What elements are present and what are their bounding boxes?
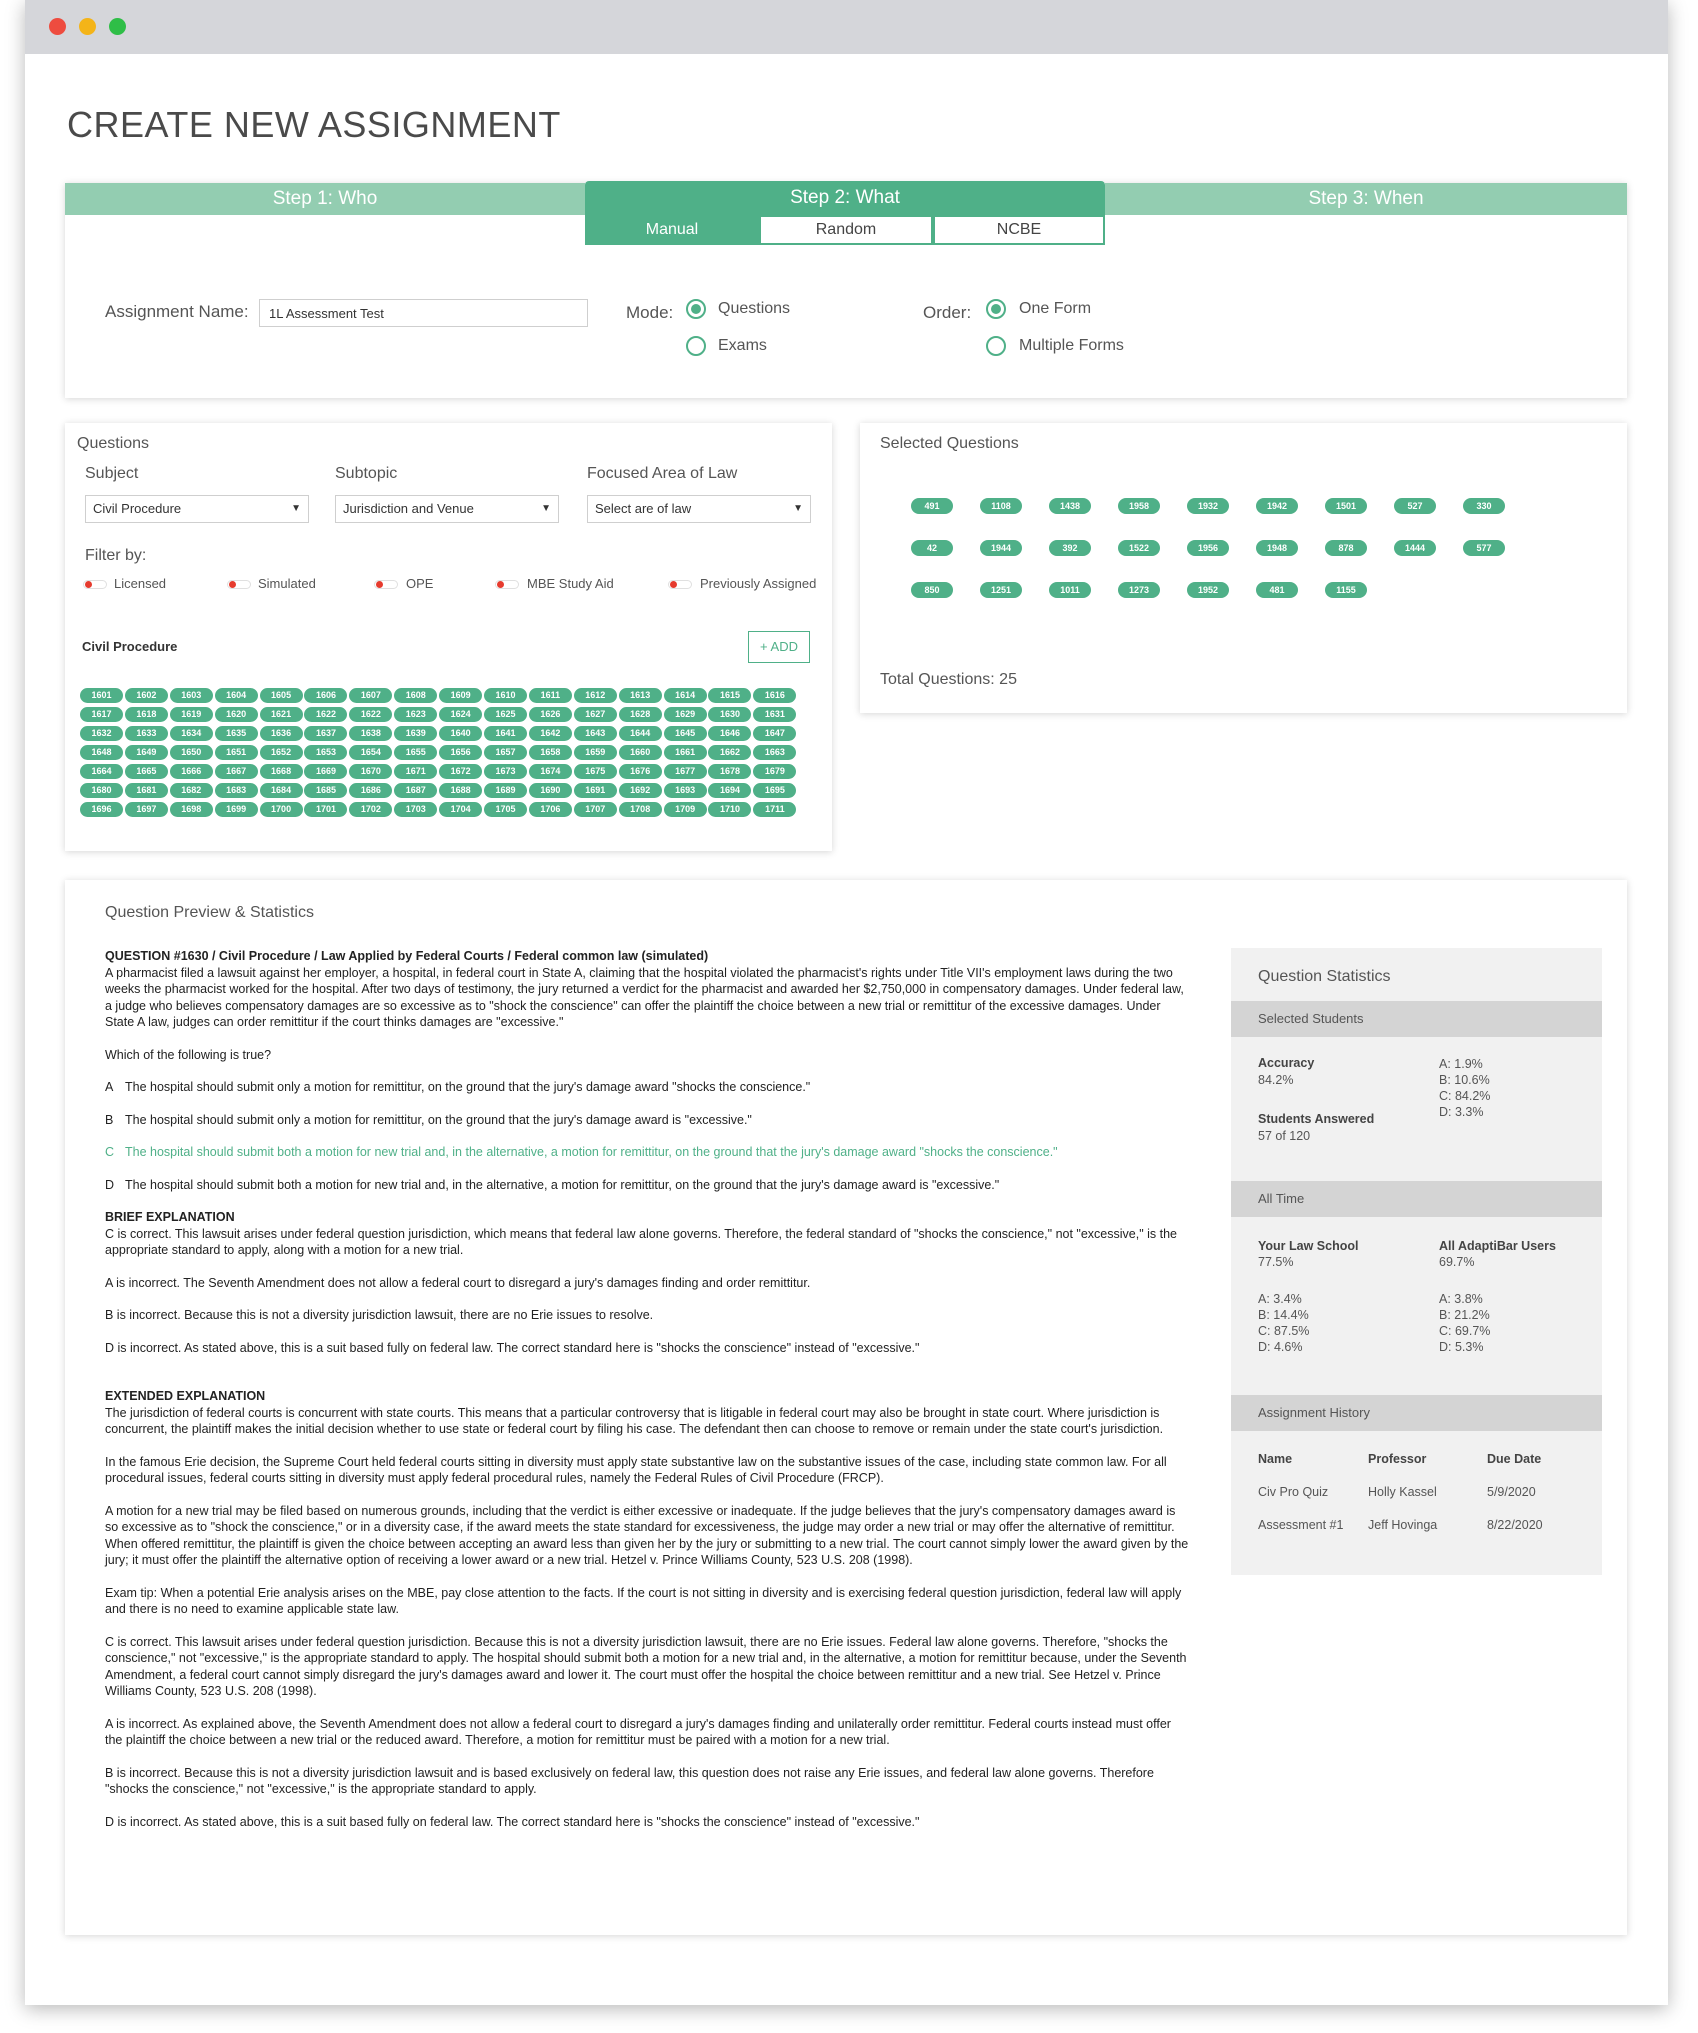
question-id-pill[interactable]: 1627 <box>574 707 617 722</box>
subject-select[interactable] <box>85 495 309 523</box>
extended-paragraph: D is incorrect. As stated above, this is a suit based fully on federal law. The correct standard here is "shocks the conscience" instead of "excessive." <box>105 1814 920 1829</box>
question-text: A pharmacist filed a lawsuit against her employer, a hospital, in federal court in State A, claiming that the hospital violated the pharmacist's rights under Title VII's employment laws during the two weeks the pharmacist worked for the hospital. After two days of testimony, the jury returned a verdict for the pharmacist and awarded her $2,750,000 in compensatory damages. Under federal law, a judge who believes compensatory damages are so excessive as to "shock the conscience" can offer the plaintiff the choice between a new trial or remittitur of the excessive damages. Under State A law, judges can order remittitur if the court thinks damages are "excessive." <box>105 965 1184 1029</box>
all-users-label: All AdaptiBar Users <box>1439 1239 1556 1253</box>
question-id-pill[interactable]: 1687 <box>394 783 437 798</box>
question-id-pill[interactable]: 1659 <box>574 745 617 760</box>
selected-question-pill[interactable]: 491 <box>911 498 953 514</box>
question-id-pill[interactable]: 1601 <box>80 688 123 703</box>
question-id-pill[interactable]: 1709 <box>664 802 707 817</box>
question-id-pill[interactable]: 1665 <box>125 764 168 779</box>
selected-question-pill[interactable]: 1948 <box>1256 540 1298 556</box>
question-id-pill[interactable]: 1662 <box>708 745 751 760</box>
law-school-label: Your Law School <box>1258 1239 1359 1253</box>
question-id-pill[interactable]: 1693 <box>664 783 707 798</box>
questions-heading: Questions <box>77 435 150 452</box>
question-id-pill[interactable]: 1653 <box>304 745 347 760</box>
selected-dist-d: D: 3.3% <box>1439 1105 1484 1119</box>
question-id-pill[interactable]: 1638 <box>349 726 392 741</box>
selected-question-pill[interactable]: 850 <box>911 582 953 598</box>
question-id-pill[interactable]: 1661 <box>664 745 707 760</box>
question-id-pill[interactable]: 1658 <box>529 745 572 760</box>
brief-paragraph: B is incorrect. Because this is not a diversity jurisdiction lawsuit, there are no Erie issues to resolve. <box>105 1308 654 1322</box>
selected-questions-panel <box>860 423 1627 713</box>
filter-by-label: Filter by: <box>85 547 147 564</box>
selected-question-pill[interactable]: 1944 <box>980 540 1022 556</box>
assignment-history-band: Assignment History <box>1231 1395 1602 1431</box>
question-id-pill[interactable]: 1680 <box>80 783 123 798</box>
mode-label: Mode: <box>626 303 674 322</box>
chevron-down-icon: ▼ <box>291 503 301 514</box>
selected-question-pill[interactable]: 1958 <box>1118 498 1160 514</box>
mode-questions-label: Questions <box>718 300 791 317</box>
question-id-pill[interactable]: 1702 <box>349 802 392 817</box>
history-professor: Jeff Hovinga <box>1368 1518 1438 1532</box>
question-id-pill[interactable]: 1700 <box>260 802 303 817</box>
users-dist-c: C: 69.7% <box>1439 1324 1491 1338</box>
question-prompt: Which of the following is true? <box>105 1047 272 1062</box>
question-id-pill[interactable]: 1668 <box>260 764 303 779</box>
question-id-pill[interactable]: 1679 <box>753 764 796 779</box>
question-id-pill[interactable]: 1695 <box>753 783 796 798</box>
filter-simulated-toggle[interactable] <box>227 580 251 589</box>
order-label: Order: <box>923 303 972 322</box>
question-id-pill[interactable]: 1608 <box>394 688 437 703</box>
filter-previously-assigned-toggle[interactable] <box>668 580 692 589</box>
add-button[interactable]: + ADD <box>748 631 810 663</box>
subtab-ncbe[interactable]: NCBE <box>933 215 1105 245</box>
selected-question-pill[interactable]: 330 <box>1463 498 1505 514</box>
question-id-pill[interactable]: 1710 <box>708 802 751 817</box>
question-id-pill[interactable]: 1697 <box>125 802 168 817</box>
filter-licensed-toggle[interactable] <box>83 580 107 589</box>
selected-students-band: Selected Students <box>1231 1001 1602 1037</box>
question-title: QUESTION #1630 / Civil Procedure / Law Applied by Federal Courts / Federal common law (simulated) <box>105 949 709 963</box>
assignment-steps-panel <box>65 183 1627 398</box>
brief-paragraph: D is incorrect. As stated above, this is a suit based fully on federal law. The correct standard here is "shocks the conscience" instead of "excessive." <box>105 1340 920 1355</box>
filter-ope-label: OPE <box>406 576 434 591</box>
accuracy-label: Accuracy <box>1258 1056 1315 1070</box>
question-id-pill[interactable]: 1673 <box>484 764 527 779</box>
selected-question-pill[interactable]: 1011 <box>1049 582 1091 598</box>
total-questions: Total Questions: 25 <box>880 671 1017 688</box>
brief-paragraph: C is correct. This lawsuit arises under federal question jurisdiction, which means that federal law alone governs. Therefore, the federal standard of "shocks the conscience," not "excessive," is the appropriate standard to apply, along with a motion for a new trial. <box>105 1226 1177 1257</box>
question-id-pill[interactable]: 1605 <box>260 688 303 703</box>
extended-paragraph: Exam tip: When a potential Erie analysis arises on the MBE, pay close attention to the facts. If the court is not sitting in diversity and is exercising federal question jurisdiction, federal law will apply and there is no need to examine applicable state law. <box>105 1585 1182 1616</box>
users-dist-d: D: 5.3% <box>1439 1340 1484 1354</box>
question-id-pill[interactable]: 1652 <box>260 745 303 760</box>
question-id-pill[interactable]: 1706 <box>529 802 572 817</box>
filter-previously-assigned-label: Previously Assigned <box>700 576 817 591</box>
question-id-pill[interactable]: 1636 <box>260 726 303 741</box>
selected-question-pill[interactable]: 1956 <box>1187 540 1229 556</box>
extended-paragraph: In the famous Erie decision, the Supreme Court held federal courts sitting in diversity must apply state substantive law on the substantive issues of the case, including state common law. For all procedural issues, federal courts sitting in diversity must apply federal procedural rules, namely the Federal Rules of Civil Procedure (FRCP). <box>105 1454 1167 1485</box>
order-one-form-radio[interactable] <box>986 299 1006 319</box>
statistics-title: Question Statistics <box>1258 968 1391 985</box>
question-id-pill[interactable]: 1632 <box>80 726 123 741</box>
question-preview-body <box>105 948 1190 1846</box>
question-id-pill[interactable]: 1631 <box>753 707 796 722</box>
question-id-pill[interactable]: 1675 <box>574 764 617 779</box>
question-id-pill[interactable]: 1692 <box>619 783 662 798</box>
answer-option-a[interactable]: A The hospital should submit only a motion for remittitur, on the ground that the jury's damage award "shocks the conscience." <box>105 1080 811 1094</box>
selected-question-pill[interactable]: 1952 <box>1187 582 1229 598</box>
question-id-pill[interactable]: 1682 <box>170 783 213 798</box>
question-id-pill[interactable]: 1651 <box>215 745 258 760</box>
selected-question-pill[interactable]: 1273 <box>1118 582 1160 598</box>
question-id-pill[interactable]: 1650 <box>170 745 213 760</box>
selected-question-grid <box>911 498 1505 598</box>
accuracy-value: 84.2% <box>1258 1073 1294 1087</box>
question-id-pill[interactable]: 1633 <box>125 726 168 741</box>
selected-question-pill[interactable]: 1155 <box>1325 582 1367 598</box>
selected-questions-heading: Selected Questions <box>880 435 1019 452</box>
window-titlebar <box>25 0 1668 54</box>
selected-question-pill[interactable]: 481 <box>1256 582 1298 598</box>
question-id-pill[interactable]: 1622 <box>304 707 347 722</box>
history-due-date: 8/22/2020 <box>1487 1518 1543 1532</box>
question-id-pill[interactable]: 1603 <box>170 688 213 703</box>
brief-explanation-title: BRIEF EXPLANATION <box>105 1210 235 1224</box>
answer-option-c[interactable]: C The hospital should submit both a motion for new trial and, in the alternative, a motion for remittitur, on the ground that the jury's damage award "shocks the conscience." <box>105 1145 1058 1159</box>
question-id-pill[interactable]: 1615 <box>708 688 751 703</box>
selected-question-pill[interactable]: 1251 <box>980 582 1022 598</box>
question-id-pill[interactable]: 1681 <box>125 783 168 798</box>
question-id-pill[interactable]: 1698 <box>170 802 213 817</box>
question-id-pill[interactable]: 1618 <box>125 707 168 722</box>
question-id-pill[interactable]: 1649 <box>125 745 168 760</box>
subject-label: Subject <box>85 465 139 482</box>
question-id-pill[interactable]: 1690 <box>529 783 572 798</box>
school-dist-d: D: 4.6% <box>1258 1340 1303 1354</box>
question-id-pill[interactable]: 1641 <box>484 726 527 741</box>
law-school-value: 77.5% <box>1258 1255 1294 1269</box>
question-id-pill[interactable]: 1677 <box>664 764 707 779</box>
question-id-pill[interactable]: 1607 <box>349 688 392 703</box>
question-id-pill[interactable]: 1611 <box>529 688 572 703</box>
question-id-pill[interactable]: 1663 <box>753 745 796 760</box>
question-id-pill[interactable]: 1609 <box>439 688 482 703</box>
assignment-name-label: Assignment Name: <box>105 302 249 321</box>
history-due-date: 5/9/2020 <box>1487 1485 1536 1499</box>
question-id-pill[interactable]: 1669 <box>304 764 347 779</box>
extended-paragraph: A motion for a new trial may be filed based on numerous grounds, including that the verdict is either excessive or inadequate. If the judge believes that the jury's compensatory damages award is so excessive as to "shock the conscience," or in a diversity case, if the award meets the state standard for excessiveness, the judge may order a new trial or may offer the alternative of remittitur. When offered remittitur, the plaintiff is given the choice between accepting an award less than given her by the jury or submitting to a new trial. The court cannot simply lower the award given by the jury; it must offer the plaintiff the alternative option of receiving a lower award or a new trial. Hetzel v. Prince Williams County, 523 U.S. 208 (1998). <box>105 1503 1189 1567</box>
selected-question-pill[interactable]: 1522 <box>1118 540 1160 556</box>
question-id-pill[interactable]: 1674 <box>529 764 572 779</box>
question-id-pill[interactable]: 1634 <box>170 726 213 741</box>
extended-explanation-title: EXTENDED EXPLANATION <box>105 1389 266 1403</box>
question-id-pill[interactable]: 1625 <box>484 707 527 722</box>
question-id-pill[interactable]: 1678 <box>708 764 751 779</box>
page-title: CREATE NEW ASSIGNMENT <box>67 104 561 145</box>
question-id-pill[interactable]: 1688 <box>439 783 482 798</box>
filter-mbe-study-aid-label: MBE Study Aid <box>527 576 614 591</box>
school-dist-c: C: 87.5% <box>1258 1324 1310 1338</box>
all-time-band: All Time <box>1231 1181 1602 1217</box>
history-name: Assessment #1 <box>1258 1518 1344 1532</box>
question-id-pill[interactable]: 1671 <box>394 764 437 779</box>
answer-option-b[interactable]: B The hospital should submit only a motion for remittitur, on the ground that the jury's damage award is "excessive." <box>105 1112 752 1127</box>
minimize-window-icon[interactable] <box>79 18 96 35</box>
question-id-pill[interactable]: 1612 <box>574 688 617 703</box>
extended-paragraph: B is incorrect. Because this is not a diversity jurisdiction lawsuit and is based exclusively on federal law, this question does not raise any Erie issues, and federal law alone governs. Therefore "shocks the conscience," not "excessive," is the appropriate standard to apply. <box>105 1765 1154 1796</box>
question-id-pill[interactable]: 1670 <box>349 764 392 779</box>
question-id-pill[interactable]: 1711 <box>753 802 796 817</box>
question-preview-panel <box>65 880 1627 1935</box>
question-id-pill[interactable]: 1691 <box>574 783 617 798</box>
selected-question-pill[interactable]: 1438 <box>1049 498 1091 514</box>
selected-question-pill[interactable]: 577 <box>1463 540 1505 556</box>
maximize-window-icon[interactable] <box>109 18 126 35</box>
question-id-pill[interactable]: 1686 <box>349 783 392 798</box>
question-id-pill[interactable]: 1622 <box>349 707 392 722</box>
question-id-pill[interactable]: 1602 <box>125 688 168 703</box>
question-id-pill[interactable]: 1656 <box>439 745 482 760</box>
chevron-down-icon: ▼ <box>541 503 551 514</box>
history-name: Civ Pro Quiz <box>1258 1485 1329 1499</box>
question-id-pill[interactable]: 1624 <box>439 707 482 722</box>
question-id-pill[interactable]: 1707 <box>574 802 617 817</box>
question-id-pill[interactable]: 1696 <box>80 802 123 817</box>
filter-simulated-label: Simulated <box>258 576 316 591</box>
question-id-pill[interactable]: 1676 <box>619 764 662 779</box>
question-id-pill[interactable]: 1647 <box>753 726 796 741</box>
brief-paragraph: A is incorrect. The Seventh Amendment does not allow a federal court to disregard a jury's damages finding and order remittitur. <box>105 1275 811 1290</box>
users-dist-a: A: 3.8% <box>1439 1292 1483 1306</box>
focused-area-select[interactable] <box>587 495 811 523</box>
question-id-pill[interactable]: 1701 <box>304 802 347 817</box>
subtab-random[interactable]: Random <box>759 215 933 245</box>
question-id-pill[interactable]: 1621 <box>260 707 303 722</box>
question-id-pill[interactable]: 1704 <box>439 802 482 817</box>
question-id-pill[interactable]: 1616 <box>753 688 796 703</box>
subtopic-select-value: Jurisdiction and Venue <box>343 501 474 516</box>
question-id-pill[interactable]: 1666 <box>170 764 213 779</box>
question-id-pill[interactable]: 1655 <box>394 745 437 760</box>
question-list-title: Civil Procedure <box>82 639 178 654</box>
order-multiple-forms-radio[interactable] <box>986 336 1006 356</box>
mode-exams-label: Exams <box>718 337 767 354</box>
focused-area-label: Focused Area of Law <box>587 465 738 482</box>
question-id-pill[interactable]: 1672 <box>439 764 482 779</box>
selected-question-pill[interactable]: 1108 <box>980 498 1022 514</box>
question-id-pill[interactable]: 1642 <box>529 726 572 741</box>
tab-step-who[interactable]: Step 1: Who <box>65 183 585 215</box>
question-id-pill[interactable]: 1699 <box>215 802 258 817</box>
selected-question-pill[interactable]: 392 <box>1049 540 1091 556</box>
question-id-pill[interactable]: 1703 <box>394 802 437 817</box>
filter-licensed-label: Licensed <box>114 576 167 591</box>
question-id-pill[interactable]: 1654 <box>349 745 392 760</box>
question-id-pill[interactable]: 1694 <box>708 783 751 798</box>
order-multiple-forms-label: Multiple Forms <box>1019 337 1124 354</box>
question-id-pill[interactable]: 1708 <box>619 802 662 817</box>
users-dist-b: B: 21.2% <box>1439 1308 1490 1322</box>
question-id-pill[interactable]: 1620 <box>215 707 258 722</box>
history-professor: Holly Kassel <box>1368 1485 1437 1499</box>
history-header-due-date: Due Date <box>1487 1452 1542 1466</box>
selected-question-pill[interactable]: 878 <box>1325 540 1367 556</box>
selected-question-pill[interactable]: 42 <box>911 540 953 556</box>
subject-select-value: Civil Procedure <box>93 501 182 516</box>
mode-exams-radio[interactable] <box>686 336 706 356</box>
question-id-pill[interactable]: 1645 <box>664 726 707 741</box>
order-one-form-label: One Form <box>1019 300 1092 317</box>
question-id-pill[interactable]: 1660 <box>619 745 662 760</box>
question-id-pill[interactable]: 1630 <box>708 707 751 722</box>
questions-panel <box>65 423 832 851</box>
question-id-pill[interactable]: 1640 <box>439 726 482 741</box>
question-id-pill[interactable]: 1604 <box>215 688 258 703</box>
question-id-pill[interactable]: 1683 <box>215 783 258 798</box>
close-window-icon[interactable] <box>49 18 66 35</box>
question-id-pill[interactable]: 1623 <box>394 707 437 722</box>
assignment-name-input[interactable] <box>259 299 588 327</box>
subtopic-select[interactable] <box>335 495 559 523</box>
school-dist-b: B: 14.4% <box>1258 1308 1309 1322</box>
tab-step-what[interactable]: Step 2: What <box>585 181 1105 215</box>
students-answered-label: Students Answered <box>1258 1112 1375 1126</box>
mode-questions-radio[interactable] <box>686 299 706 319</box>
preview-heading: Question Preview & Statistics <box>105 904 314 921</box>
app-window <box>25 0 1668 2005</box>
selected-question-pill[interactable]: 527 <box>1394 498 1436 514</box>
all-users-value: 69.7% <box>1439 1255 1475 1269</box>
extended-paragraph: The jurisdiction of federal courts is concurrent with state courts. This means that a particular controversy that is litigable in federal court may also be brought in state court. Where jurisdiction is concurrent, the plaintiff makes the initial decision whether to use state or federal court by filing his case. The defendant then can choose to remove or remain under the state court's jurisdiction. <box>105 1405 1164 1436</box>
question-id-pill[interactable]: 1614 <box>664 688 707 703</box>
selected-question-pill[interactable]: 1444 <box>1394 540 1436 556</box>
question-id-pill[interactable]: 1628 <box>619 707 662 722</box>
tab-step-when[interactable]: Step 3: When <box>1105 183 1627 215</box>
selected-dist-b: B: 10.6% <box>1439 1073 1490 1087</box>
question-id-pill[interactable]: 1619 <box>170 707 213 722</box>
question-id-pill[interactable]: 1637 <box>304 726 347 741</box>
question-id-pill[interactable]: 1610 <box>484 688 527 703</box>
extended-paragraph: C is correct. This lawsuit arises under federal question jurisdiction. Because this is not a diversity jurisdiction lawsuit, there are no Erie issues. Federal law alone governs. Therefore, "shocks the conscience," not "excessive," is the appropriate standard to apply. The hospital should submit both a motion for a new trial and, in the alternative, a motion for remittitur because, under the Seventh Amendment, a federal court cannot simply disregard the jury's damages award and lower it. The court must offer the hospital the choice between remittitur and a new trial. See Hetzel v. Prince Williams County, 523 U.S. 208 (1998). <box>105 1634 1187 1698</box>
question-id-grid <box>80 688 820 817</box>
question-id-pill[interactable]: 1606 <box>304 688 347 703</box>
question-id-pill[interactable]: 1684 <box>260 783 303 798</box>
selected-dist-c: C: 84.2% <box>1439 1089 1491 1103</box>
students-answered-value: 57 of 120 <box>1258 1129 1311 1143</box>
answer-option-d[interactable]: D The hospital should submit both a motion for new trial and, in the alternative, a motion for remittitur, on the ground that the jury's damage award is "excessive." <box>105 1177 1000 1192</box>
selected-dist-a: A: 1.9% <box>1439 1057 1483 1071</box>
question-id-pill[interactable]: 1613 <box>619 688 662 703</box>
subtopic-label: Subtopic <box>335 465 398 482</box>
chevron-down-icon: ▼ <box>793 503 803 514</box>
question-id-pill[interactable]: 1657 <box>484 745 527 760</box>
question-id-pill[interactable]: 1685 <box>304 783 347 798</box>
selected-question-pill[interactable]: 1501 <box>1325 498 1367 514</box>
selected-question-pill[interactable]: 1932 <box>1187 498 1229 514</box>
question-id-pill[interactable]: 1629 <box>664 707 707 722</box>
question-id-pill[interactable]: 1626 <box>529 707 572 722</box>
question-id-pill[interactable]: 1639 <box>394 726 437 741</box>
focused-area-select-value: Select are of law <box>595 501 692 516</box>
question-id-pill[interactable]: 1646 <box>708 726 751 741</box>
question-id-pill[interactable]: 1664 <box>80 764 123 779</box>
question-id-pill[interactable]: 1635 <box>215 726 258 741</box>
filter-ope-toggle[interactable] <box>374 580 398 589</box>
question-id-pill[interactable]: 1705 <box>484 802 527 817</box>
school-dist-a: A: 3.4% <box>1258 1292 1302 1306</box>
extended-paragraph: A is incorrect. As explained above, the Seventh Amendment does not allow a federal court to disregard a jury's damages finding and unilaterally order remittitur. Federal courts instead must offer the plaintiff the choice between a new trial or the reduced award. Therefore, a motion for remittitur must be paired with a motion for a new trial. <box>105 1716 1171 1747</box>
question-id-pill[interactable]: 1648 <box>80 745 123 760</box>
history-header-name: Name <box>1258 1452 1293 1466</box>
history-header-professor: Professor <box>1368 1452 1427 1466</box>
subtab-manual[interactable]: Manual <box>585 215 759 245</box>
filter-mbe-study-aid-toggle[interactable] <box>495 580 519 589</box>
question-id-pill[interactable]: 1644 <box>619 726 662 741</box>
question-statistics-panel <box>1231 948 1602 1575</box>
question-id-pill[interactable]: 1643 <box>574 726 617 741</box>
question-id-pill[interactable]: 1617 <box>80 707 123 722</box>
selected-question-pill[interactable]: 1942 <box>1256 498 1298 514</box>
question-id-pill[interactable]: 1667 <box>215 764 258 779</box>
question-id-pill[interactable]: 1689 <box>484 783 527 798</box>
